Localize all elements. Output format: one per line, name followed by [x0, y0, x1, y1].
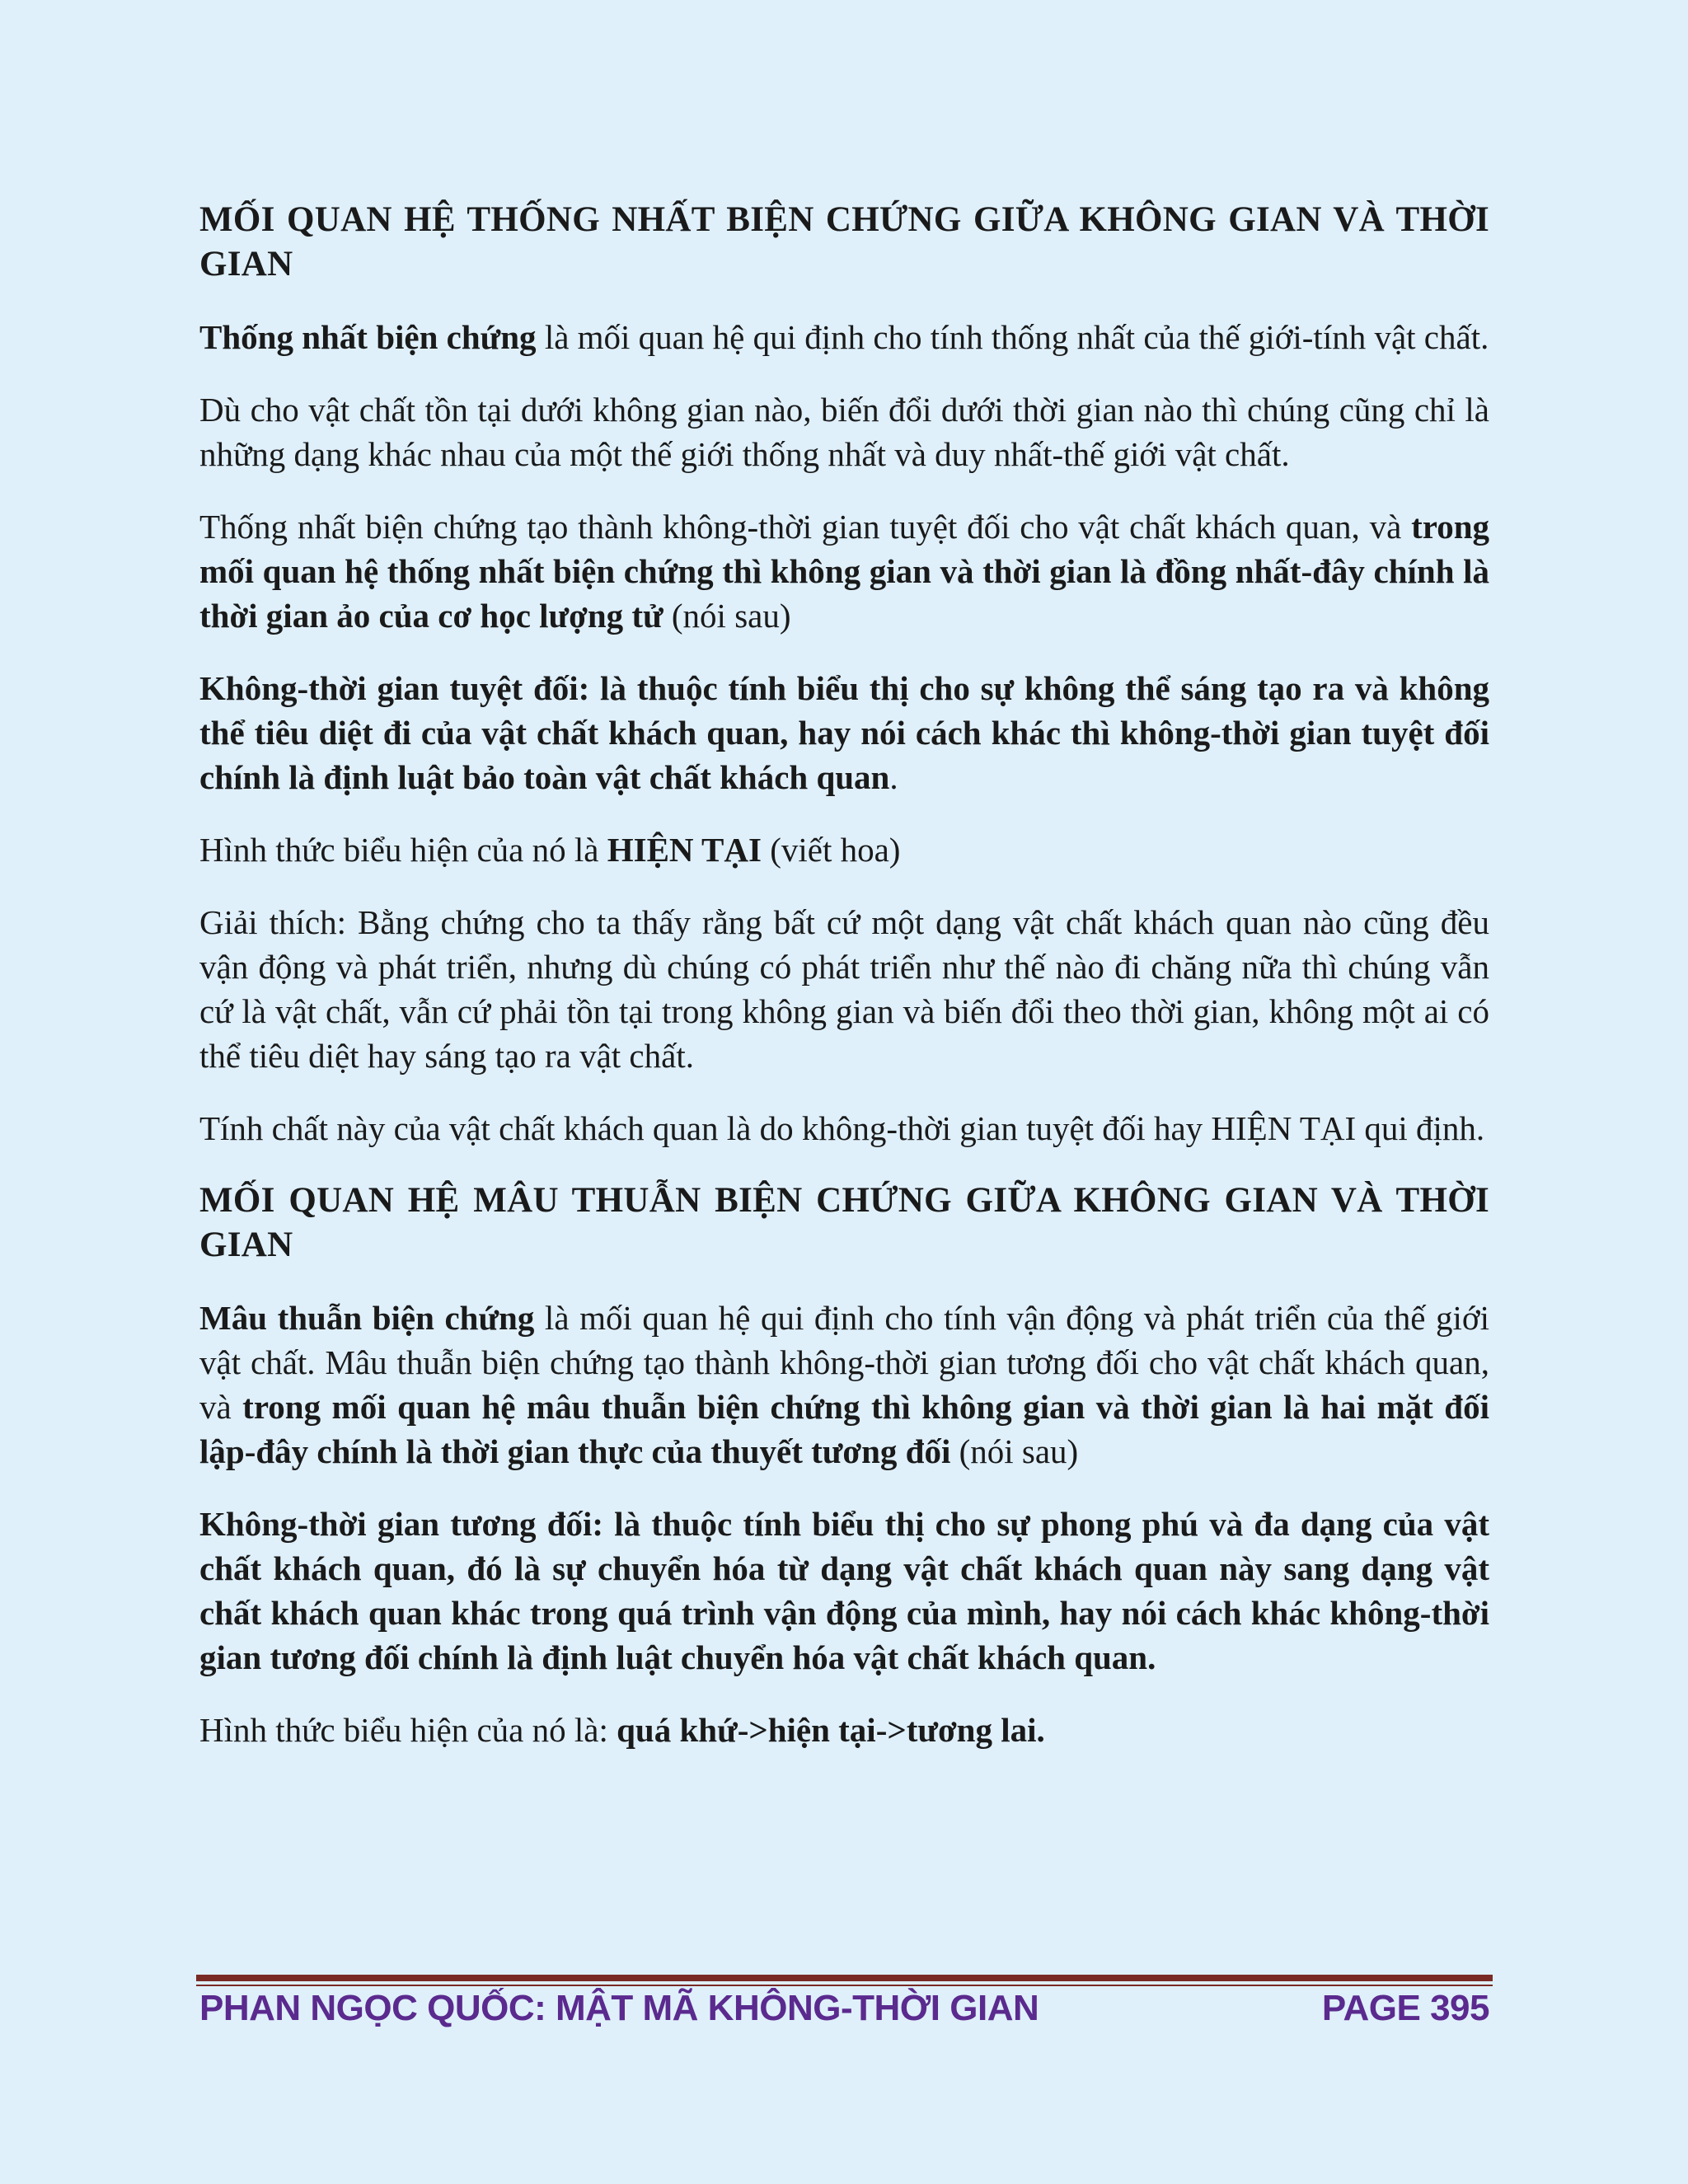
bold-text-run: Mâu thuẫn biện chứng: [199, 1299, 535, 1337]
footer-rule: [196, 1975, 1493, 1981]
text-run: Tính chất này của vật chất khách quan là do không-thời gian tuyệt đối hay HIỆN TẠI qui định.: [199, 1109, 1485, 1147]
text-run: Dù cho vật chất tồn tại dưới không gian nào, biến đổi dưới thời gian nào thì chúng cũng chỉ là những dạng khác nhau của một thế giới thống nhất và duy nhất-thế giới vật chất.: [199, 391, 1489, 473]
page-content: [199, 198, 1489, 1780]
paragraph: [199, 900, 1489, 1078]
page-footer: [199, 1988, 1489, 2037]
text-run: Hình thức biểu hiện của nó là:: [199, 1711, 617, 1749]
bold-text-run: Không-thời gian tuyệt đối: là thuộc tính biểu thị cho sự không thể sáng tạo ra và không thể tiêu diệt đi của vật chất khách quan, hay nói cách khác thì không-thời gian tuyệt đối chính là định luật bảo toàn vật chất khách quan: [199, 669, 1489, 796]
bold-text-run: quá khứ->hiện tại->tương lai.: [617, 1711, 1045, 1749]
text-run: .: [889, 758, 898, 796]
paragraph: [199, 1106, 1489, 1151]
paragraph: [199, 666, 1489, 799]
bold-text-run: trong mối quan hệ mâu thuẫn biện chứng thì không gian và thời gian là hai mặt đối lập-đây chính là thời gian thực của thuyết tương đối: [199, 1388, 1489, 1470]
text-run: Thống nhất biện chứng tạo thành không-thời gian tuyệt đối cho vật chất khách quan, và: [199, 508, 1412, 546]
bold-text-run: HIỆN TẠI: [607, 831, 762, 869]
text-run: Hình thức biểu hiện của nó là: [199, 831, 607, 869]
footer-page-number: PAGE 395: [1321, 1988, 1489, 2028]
text-run: là mối quan hệ qui định cho tính thống nhất của thế giới-tính vật chất.: [536, 318, 1489, 356]
bold-text-run: Không-thời gian tương đối: là thuộc tính biểu thị cho sự phong phú và đa dạng của vật chất khách quan, đó là sự chuyển hóa từ dạng vật chất khách quan này sang dạng vật chất khách quan khác trong quá trình vận động của mình, hay nói cách khác không-thời gian tương đối chính là định luật chuyển hóa vật chất khách quan.: [199, 1505, 1489, 1676]
text-run: (viết hoa): [761, 831, 901, 869]
footer-rule-thin: [196, 1985, 1493, 1986]
paragraph: [199, 315, 1489, 359]
bold-text-run: trong mối quan hệ thống nhất biện chứng thì không gian và thời gian là đồng nhất-đây chính là thời gian ảo của cơ học lượng tử: [199, 508, 1489, 635]
text-run: Giải thích: Bằng chứng cho ta thấy rằng bất cứ một dạng vật chất khách quan nào cũng đều vận động và phát triển, nhưng dù chúng có phát triển như thế nào đi chăng nữa thì chúng vẫn cứ là vật chất, vẫn cứ phải tồn tại trong không gian và biến đổi theo thời gian, không một ai có thể tiêu diệt hay sáng tạo ra vật chất.: [199, 903, 1489, 1075]
paragraph: [199, 1502, 1489, 1680]
text-run: (nói sau): [663, 597, 791, 635]
paragraph: [199, 504, 1489, 638]
text-run: là mối quan hệ qui định cho tính vận động và phát triển của thế giới vật chất. Mâu thuẫn biện chứng tạo thành không-thời gian tương đối cho vật chất khách quan, và: [199, 1299, 1489, 1426]
section-heading-unity: MỐI QUAN HỆ THỐNG NHẤT BIỆN CHỨNG GIỮA KHÔNG GIAN VÀ THỜI GIAN: [199, 200, 1489, 284]
footer-book-title: PHAN NGỌC QUỐC: MẬT MÃ KHÔNG-THỜI GIAN: [199, 1988, 1039, 2028]
bold-text-run: Thống nhất biện chứng: [199, 318, 537, 356]
paragraph: [199, 1296, 1489, 1474]
text-run: (nói sau): [950, 1432, 1079, 1470]
paragraph: [199, 387, 1489, 476]
paragraph: [199, 1708, 1489, 1752]
paragraph: [199, 827, 1489, 872]
section-heading-contradiction: MỐI QUAN HỆ MÂU THUẪN BIỆN CHỨNG GIỮA KHÔNG GIAN VÀ THỜI GIAN: [199, 1181, 1489, 1264]
